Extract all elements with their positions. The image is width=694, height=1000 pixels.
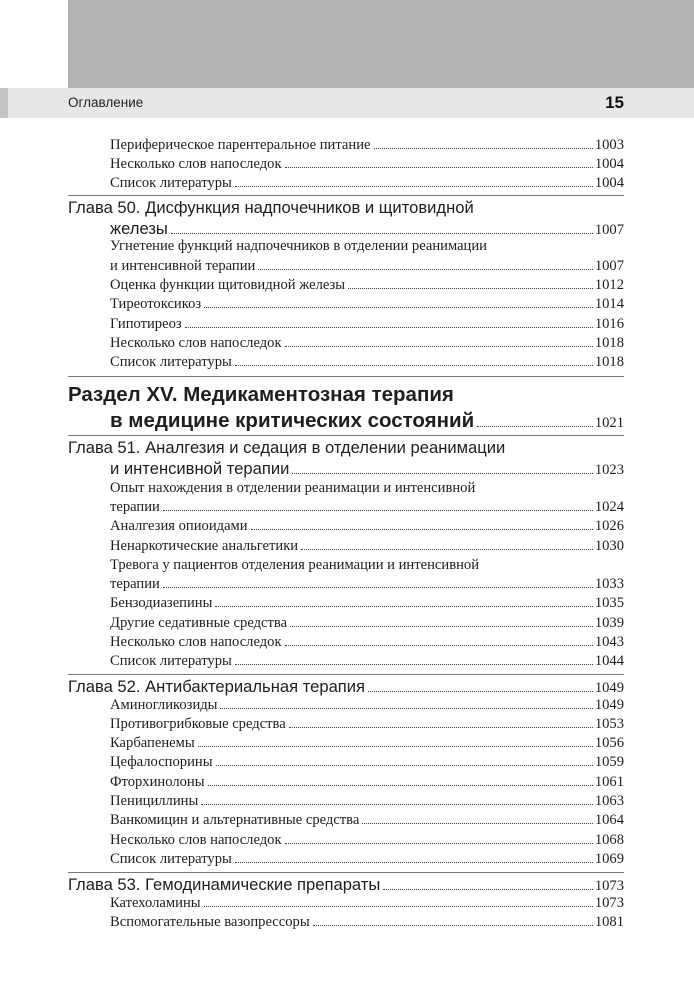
section-divider — [68, 376, 624, 377]
toc-entry-title: в медицине критических состояний — [110, 409, 475, 432]
toc-entry-page: 1049 — [594, 697, 624, 713]
toc-entry-page: 1061 — [594, 774, 624, 790]
dot-leader — [198, 746, 593, 747]
toc-entry-page: 1023 — [594, 462, 624, 478]
toc-entry-title: Раздел XV. Медикаментозная терапия — [68, 383, 454, 406]
toc-entry[interactable] — [110, 315, 624, 334]
toc-entry-title: Ненаркотические анальгетики — [110, 538, 299, 554]
toc-entry-page: 1056 — [594, 735, 624, 751]
toc-entry-page: 1059 — [594, 754, 624, 770]
toc-entry-title: и интенсивной терапии — [110, 258, 256, 274]
toc-entry-title: Катехоламины — [110, 895, 201, 911]
toc-entry-title: и интенсивной терапии — [110, 459, 290, 478]
toc-entry[interactable] — [110, 408, 624, 436]
toc-entry-page: 1064 — [594, 812, 624, 828]
toc-entry-page: 1018 — [594, 335, 624, 351]
toc-entry-title: железы — [110, 219, 168, 238]
toc-entry[interactable] — [110, 537, 624, 556]
toc-entry-title: Аналгезия опиоидами — [110, 518, 248, 534]
toc-entry[interactable] — [110, 811, 624, 830]
toc-entry[interactable] — [110, 237, 624, 256]
dot-leader — [208, 785, 593, 786]
toc-entry[interactable] — [68, 382, 624, 407]
dot-leader — [204, 906, 593, 907]
toc-entry[interactable] — [110, 773, 624, 792]
toc-entry-page: 1063 — [594, 793, 624, 809]
toc-entry-title: Несколько слов напоследок — [110, 335, 282, 351]
toc-entry-title: Противогрибковые средства — [110, 716, 286, 732]
dot-leader — [285, 645, 593, 646]
toc-entry[interactable] — [110, 155, 624, 174]
toc-entry-title: Тиреотоксикоз — [110, 296, 202, 312]
toc-entry[interactable] — [110, 334, 624, 353]
dot-leader — [216, 765, 593, 766]
toc-entry-title: Карбапенемы — [110, 735, 195, 751]
dot-leader — [163, 510, 593, 511]
toc-entry-page: 1012 — [594, 277, 624, 293]
dot-leader — [477, 426, 593, 427]
toc-entry[interactable] — [110, 831, 624, 850]
toc-entry-page: 1021 — [594, 415, 624, 431]
toc-entry-page: 1035 — [594, 595, 624, 611]
dot-leader — [235, 862, 593, 863]
toc-entry-page: 1043 — [594, 634, 624, 650]
toc-entry[interactable] — [110, 913, 624, 932]
toc-entry[interactable] — [110, 850, 624, 869]
dot-leader — [220, 708, 592, 709]
toc-entry-title: Пенициллины — [110, 793, 199, 809]
page-number: 15 — [605, 93, 624, 112]
toc-entry-page: 1033 — [594, 576, 624, 592]
toc-entry-title: Несколько слов напоследок — [110, 634, 282, 650]
toc-entry-title: Глава 50. Дисфункция надпочечников и щитовидной — [68, 198, 474, 217]
dot-leader — [235, 664, 593, 665]
toc-entry-title: Угнетение функций надпочечников в отделении реанимации — [110, 238, 487, 254]
toc-entry[interactable] — [68, 437, 624, 458]
toc-entry[interactable] — [110, 594, 624, 613]
toc-entry-title: Оценка функции щитовидной железы — [110, 277, 346, 293]
toc-entry[interactable] — [68, 197, 624, 218]
dot-leader — [204, 307, 593, 308]
dot-leader — [292, 473, 592, 474]
toc-entry-title: Другие седативные средства — [110, 615, 288, 631]
dot-leader — [285, 346, 593, 347]
toc-entry-page: 1004 — [594, 156, 624, 172]
toc-entry-title: терапии — [110, 499, 160, 515]
toc-entry[interactable] — [110, 633, 624, 652]
toc-entry[interactable] — [110, 517, 624, 536]
toc-entry-title: терапии — [110, 576, 160, 592]
toc-entry-title: Ванкомицин и альтернативные средства — [110, 812, 360, 828]
toc-entry-page: 1068 — [594, 832, 624, 848]
toc-entry-title: Цефалоспорины — [110, 754, 213, 770]
dot-leader — [290, 626, 593, 627]
toc-entry-title: Список литературы — [110, 175, 232, 191]
toc-entry-page: 1007 — [594, 258, 624, 274]
toc-entry-page: 1044 — [594, 653, 624, 669]
toc-entry-page: 1073 — [594, 878, 624, 894]
toc-entry-page: 1081 — [594, 914, 624, 930]
toc-entry-title: Периферическое парентеральное питание — [110, 137, 371, 153]
section-divider — [68, 195, 624, 196]
toc-entry-page: 1014 — [594, 296, 624, 312]
toc-entry-page: 1073 — [594, 895, 624, 911]
toc-entry[interactable] — [110, 894, 624, 913]
running-header-title: Оглавление — [68, 95, 144, 110]
dot-leader — [301, 549, 593, 550]
dot-leader — [285, 167, 593, 168]
toc-entry[interactable] — [110, 353, 624, 372]
dot-leader — [215, 606, 592, 607]
dot-leader — [383, 889, 592, 890]
toc-entry-page: 1007 — [594, 222, 624, 238]
toc-entry[interactable] — [110, 575, 624, 594]
toc-entry[interactable] — [110, 479, 624, 498]
dot-leader — [285, 843, 593, 844]
toc-entry[interactable] — [110, 792, 624, 811]
dot-leader — [313, 925, 593, 926]
dot-leader — [368, 691, 593, 692]
toc-entry-page: 1069 — [594, 851, 624, 867]
toc-entry[interactable] — [110, 458, 624, 481]
dot-leader — [235, 186, 593, 187]
toc-entry[interactable] — [110, 753, 624, 772]
toc-entry[interactable] — [110, 715, 624, 734]
toc-entry-page: 1030 — [594, 538, 624, 554]
section-divider — [68, 872, 624, 873]
dot-leader — [171, 233, 593, 234]
toc-entry-title: Несколько слов напоследок — [110, 832, 282, 848]
toc-entry-page: 1018 — [594, 354, 624, 370]
toc-entry-page: 1039 — [594, 615, 624, 631]
toc-entry-title: Фторхинолоны — [110, 774, 205, 790]
toc-entry[interactable] — [110, 696, 624, 715]
toc-entry-title: Несколько слов напоследок — [110, 156, 282, 172]
toc-entry[interactable] — [110, 276, 624, 295]
toc-entry[interactable] — [110, 174, 624, 193]
toc-entry-title: Список литературы — [110, 851, 232, 867]
dot-leader — [163, 587, 593, 588]
toc-entry-title: Глава 53. Гемодинамические препараты — [68, 875, 381, 894]
toc-entry[interactable] — [110, 498, 624, 517]
toc-entry-title: Опыт нахождения в отделении реанимации и интенсивной — [110, 480, 476, 496]
toc-entry-title: Вспомогательные вазопрессоры — [110, 914, 310, 930]
dot-leader — [289, 727, 593, 728]
toc-entry[interactable] — [110, 257, 624, 276]
toc-entry-title: Аминогликозиды — [110, 697, 218, 713]
toc-entry[interactable] — [110, 136, 624, 155]
dot-leader — [251, 529, 593, 530]
toc-entry-title: Глава 51. Аналгезия и седация в отделении реанимации — [68, 438, 506, 457]
toc-entry-page: 1016 — [594, 316, 624, 332]
section-divider — [68, 674, 624, 675]
dot-leader — [374, 148, 593, 149]
dot-leader — [185, 327, 593, 328]
toc-entry-page: 1003 — [594, 137, 624, 153]
toc-entry[interactable] — [110, 734, 624, 753]
toc-entry-title: Список литературы — [110, 354, 232, 370]
toc-entry-title: Глава 52. Антибактериальная терапия — [68, 677, 366, 696]
toc-entry-page: 1026 — [594, 518, 624, 534]
toc-entry-page: 1004 — [594, 175, 624, 191]
toc-entry-title: Список литературы — [110, 653, 232, 669]
toc-entry[interactable] — [110, 556, 624, 575]
toc-entry[interactable] — [110, 295, 624, 314]
toc-entry-page: 1024 — [594, 499, 624, 515]
toc-entry-page: 1049 — [594, 680, 624, 696]
toc-entry-page: 1053 — [594, 716, 624, 732]
toc-entry[interactable] — [110, 652, 624, 671]
dot-leader — [348, 288, 593, 289]
toc-entry[interactable] — [110, 614, 624, 633]
dot-leader — [258, 269, 592, 270]
toc-entry-title: Гипотиреоз — [110, 316, 182, 332]
toc-entry-title: Тревога у пациентов отделения реанимации и интенсивной — [110, 557, 480, 573]
dot-leader — [235, 365, 593, 366]
toc-entry-title: Бензодиазепины — [110, 595, 213, 611]
dot-leader — [201, 804, 593, 805]
dot-leader — [362, 823, 592, 824]
